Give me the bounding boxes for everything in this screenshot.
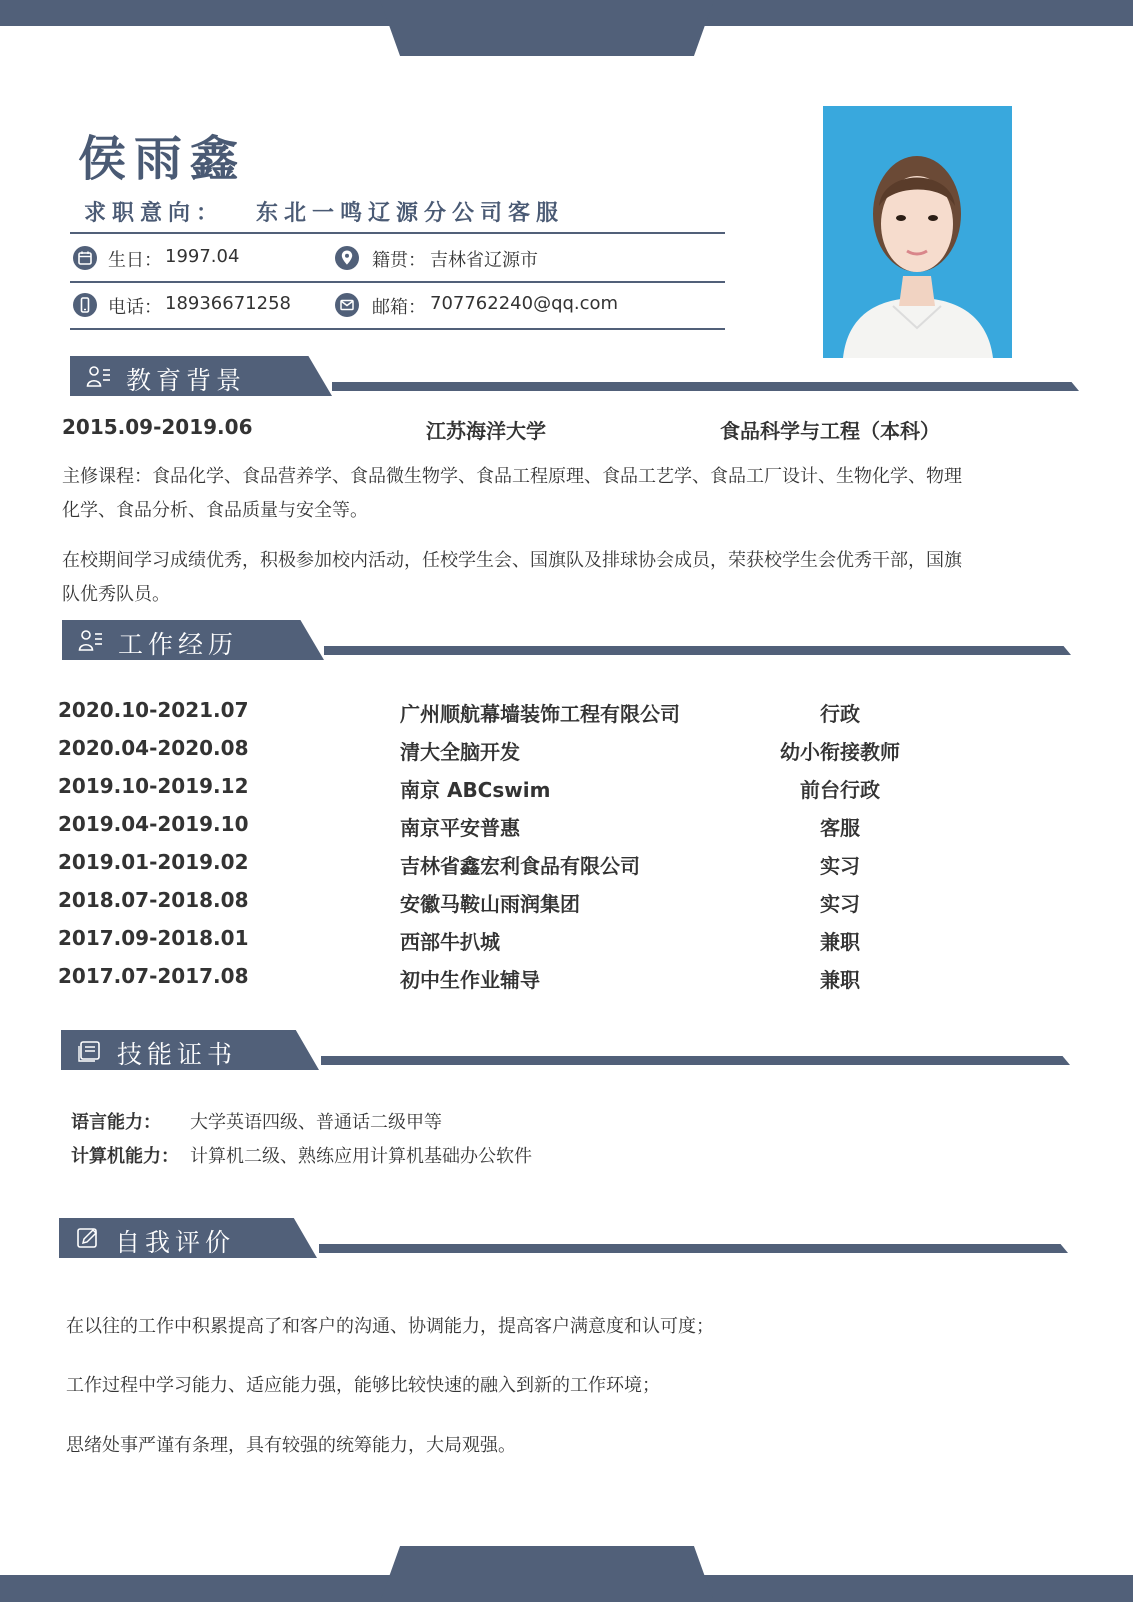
work-period: 2020.10-2021.07 <box>58 698 249 722</box>
skills-section-header <box>61 1030 1070 1070</box>
computer-skill-label: 计算机能力： <box>71 1146 179 1167</box>
certificate-icon <box>77 1038 103 1062</box>
language-skill-label: 语言能力： <box>71 1112 161 1133</box>
location-pin-icon <box>335 246 359 270</box>
work-period: 2017.07-2017.08 <box>58 964 249 988</box>
work-role: 兼职 <box>820 930 860 954</box>
work-role: 实习 <box>820 892 860 916</box>
work-role: 客服 <box>820 816 860 840</box>
work-title: 工作经历 <box>118 630 239 659</box>
person-list-icon <box>78 628 104 652</box>
origin-label: 籍贯： <box>372 250 426 271</box>
work-period: 2017.09-2018.01 <box>58 926 249 950</box>
education-courses-line-1: 主修课程：食品化学、食品营养学、食品微生物学、食品工程原理、食品工艺学、食品工厂设计、生物化学、物理 <box>62 466 962 487</box>
work-period: 2019.01-2019.02 <box>58 850 249 874</box>
skills-title: 技能证书 <box>117 1040 238 1069</box>
work-company: 安徽马鞍山雨润集团 <box>400 892 580 916</box>
education-major: 食品科学与工程（本科） <box>720 419 940 443</box>
evaluation-line: 在以往的工作中积累提高了和客户的沟通、协调能力，提高客户满意度和认可度； <box>66 1316 714 1337</box>
evaluation-line: 工作过程中学习能力、适应能力强，能够比较快速的融入到新的工作环境； <box>66 1375 660 1396</box>
work-company: 南京 ABCswim <box>400 778 551 802</box>
education-honors <box>62 544 1072 612</box>
person-list-icon <box>86 364 112 388</box>
work-company: 初中生作业辅导 <box>400 968 540 992</box>
work-period: 2019.04-2019.10 <box>58 812 249 836</box>
education-honors-line-1: 在校期间学习成绩优秀，积极参加校内活动，任校学生会、国旗队及排球协会成员，荣获校学生会优秀干部，国旗 <box>62 550 962 571</box>
edit-icon <box>75 1226 101 1250</box>
skills-bar <box>321 1056 1070 1065</box>
work-section-header <box>62 620 1071 660</box>
origin-value: 吉林省辽源市 <box>430 250 538 271</box>
phone-icon <box>73 293 97 317</box>
language-skill-value: 大学英语四级、普通话二级甲等 <box>190 1112 442 1133</box>
computer-skill-value: 计算机二级、熟练应用计算机基础办公软件 <box>190 1146 532 1167</box>
work-company: 南京平安普惠 <box>400 816 520 840</box>
info-divider-2 <box>70 328 725 330</box>
bottom-tab-decoration <box>380 1546 714 1602</box>
email-label: 邮箱： <box>372 297 426 318</box>
job-intent-label: 求职意向： <box>84 201 225 226</box>
education-courses-line-2: 化学、食品分析、食品质量与安全等。 <box>62 500 368 521</box>
work-role: 幼小衔接教师 <box>780 740 900 764</box>
candidate-name: 侯雨鑫 <box>78 131 247 187</box>
work-company: 清大全脑开发 <box>400 740 520 764</box>
work-role: 实习 <box>820 854 860 878</box>
evaluation-title: 自我评价 <box>115 1228 236 1257</box>
evaluation-bar <box>319 1244 1068 1253</box>
job-intent-value: 东北一鸣辽源分公司客服 <box>256 201 565 226</box>
top-tab-decoration <box>380 0 714 56</box>
education-bar <box>332 382 1079 391</box>
work-role: 前台行政 <box>800 778 880 802</box>
education-school: 江苏海洋大学 <box>426 419 546 443</box>
education-honors-line-2: 队优秀队员。 <box>62 584 170 605</box>
work-role: 兼职 <box>820 968 860 992</box>
work-company: 广州顺航幕墙装饰工程有限公司 <box>400 702 680 726</box>
education-section-header <box>70 356 1079 396</box>
phone-label: 电话： <box>108 297 162 318</box>
candidate-photo <box>823 106 1012 358</box>
work-company: 西部牛扒城 <box>400 930 500 954</box>
phone-value: 18936671258 <box>165 293 291 314</box>
evaluation-section-header <box>59 1218 1068 1258</box>
work-company: 吉林省鑫宏利食品有限公司 <box>400 854 640 878</box>
work-role: 行政 <box>820 702 860 726</box>
work-period: 2019.10-2019.12 <box>58 774 249 798</box>
education-courses <box>62 460 1072 528</box>
email-value: 707762240@qq.com <box>430 293 619 314</box>
birth-label: 生日： <box>108 250 162 271</box>
mail-icon <box>335 293 359 317</box>
intent-divider <box>70 232 725 234</box>
work-period: 2020.04-2020.08 <box>58 736 249 760</box>
calendar-icon <box>73 246 97 270</box>
birth-value: 1997.04 <box>165 246 240 267</box>
education-title: 教育背景 <box>126 366 247 395</box>
education-period: 2015.09-2019.06 <box>62 415 253 439</box>
evaluation-line: 思绪处事严谨有条理，具有较强的统筹能力，大局观强。 <box>66 1435 516 1456</box>
work-period: 2018.07-2018.08 <box>58 888 249 912</box>
info-divider-1 <box>70 281 725 283</box>
work-bar <box>324 646 1071 655</box>
